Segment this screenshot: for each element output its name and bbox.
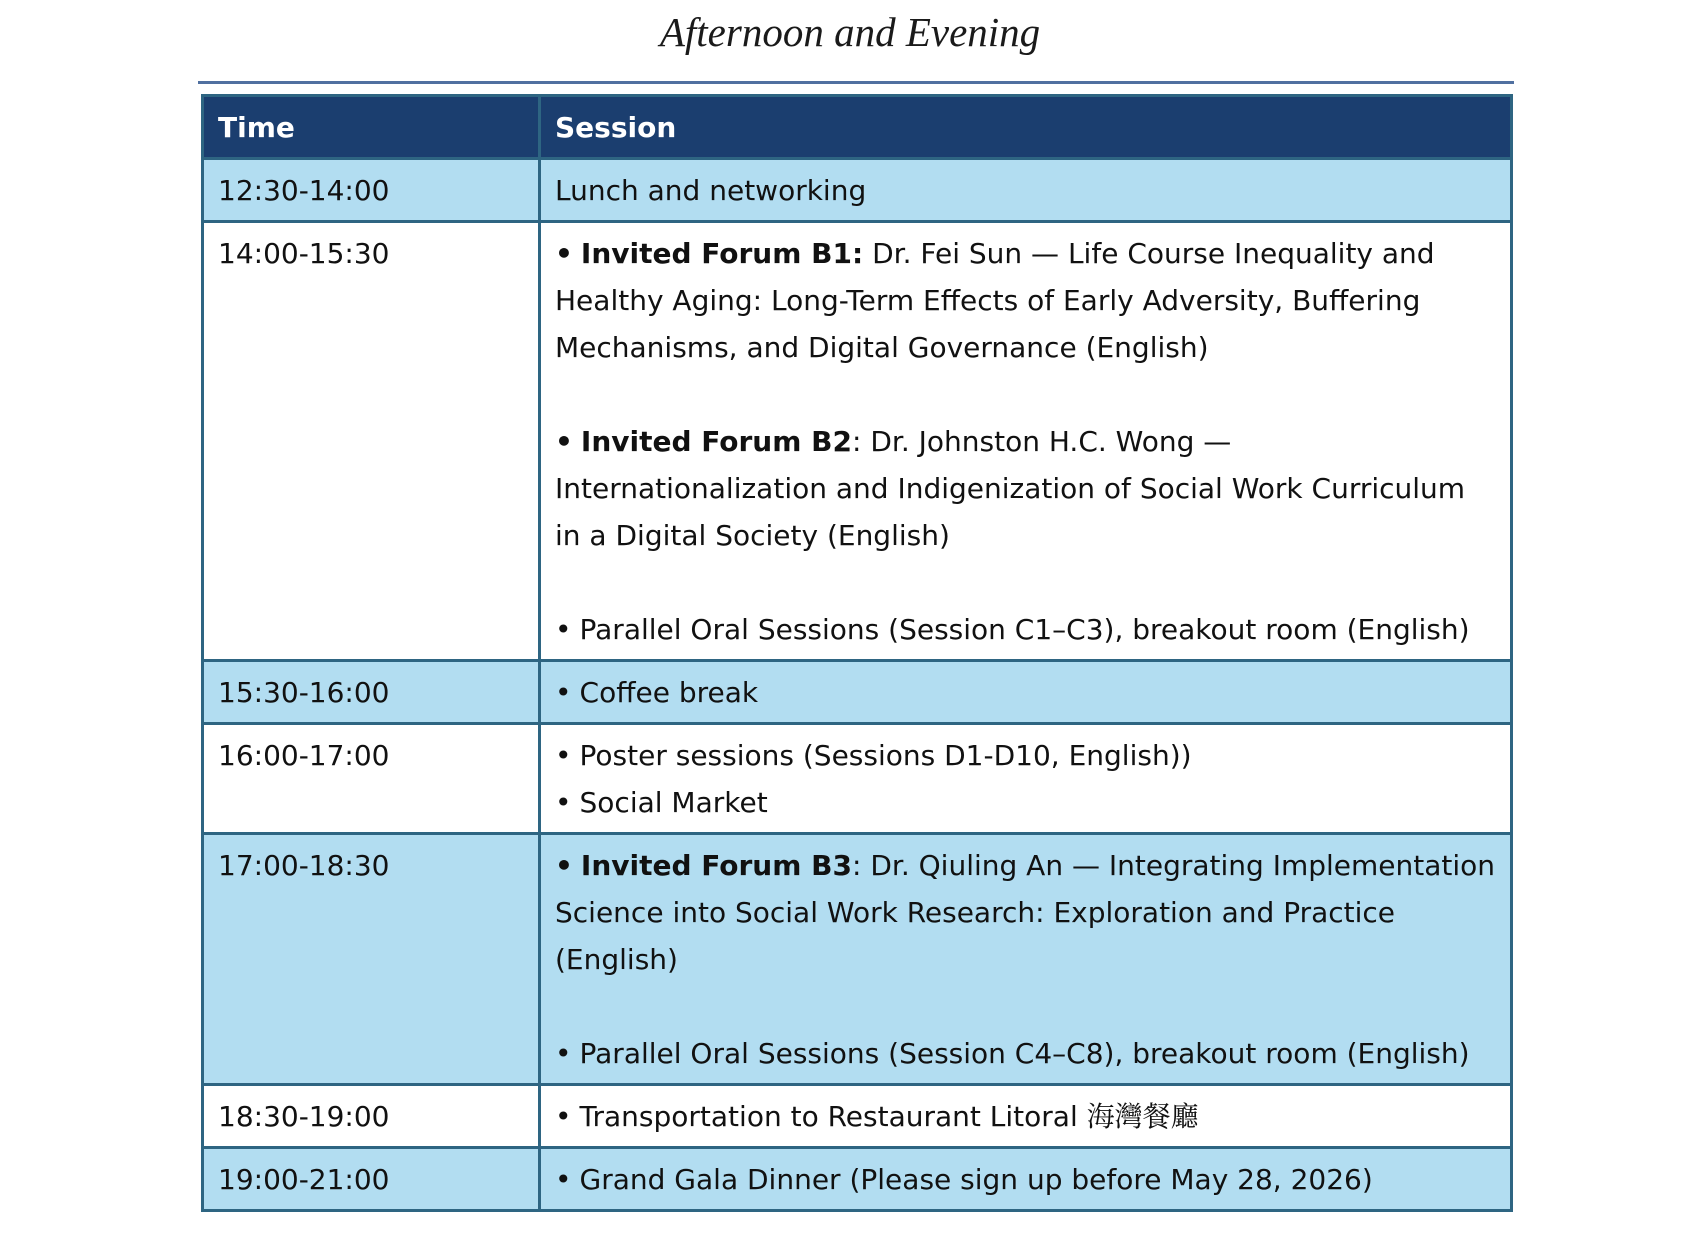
session-cell [540, 1148, 1512, 1211]
time-cell: 17:00-18:30 [203, 834, 540, 1085]
time-cell: 16:00-17:00 [203, 724, 540, 834]
session-item-parallel [555, 1030, 1496, 1077]
table-row [203, 222, 1512, 661]
poster-sessions-text: Poster sessions (Sessions D1-D10, English)) [579, 739, 1192, 772]
column-header-session: Session [540, 96, 1512, 159]
forum-label: Invited Forum B2 [580, 425, 852, 458]
page-title: Afternoon and Evening [659, 9, 1041, 55]
bullet: • [555, 1037, 572, 1070]
session-item-transport [555, 1093, 1496, 1140]
table-header-row [203, 96, 1512, 159]
forum-description: : Dr. Qiuling An — Integrating Implementation Science into Social Work Research: Exploration and Practice (English) [555, 849, 1496, 976]
schedule-table [201, 94, 1513, 1212]
bullet: • [555, 1100, 572, 1133]
bullet: • [555, 1163, 572, 1196]
forum-label: Invited Forum B1: [580, 237, 864, 270]
social-market-text: Social Market [579, 786, 768, 819]
time-cell: 15:30-16:00 [203, 661, 540, 724]
time-cell: 19:00-21:00 [203, 1148, 540, 1211]
session-text: Grand Gala Dinner (Please sign up before May 28, 2026) [579, 1163, 1373, 1196]
session-text: Lunch and networking [555, 174, 867, 207]
forum-description: Dr. Fei Sun — Life Course Inequality and Healthy Aging: Long-Term Effects of Early Adversity, Buffering Mechanisms, and Digital Governance (English) [555, 237, 1435, 364]
spacer [555, 559, 1496, 606]
spacer [555, 371, 1496, 418]
table-row [203, 834, 1512, 1085]
table-row [203, 661, 1512, 724]
session-item-forum-b1 [555, 230, 1496, 371]
session-item-parallel [555, 606, 1496, 653]
bullet: • [555, 786, 572, 819]
spacer [555, 983, 1496, 1030]
session-cell [540, 159, 1512, 222]
session-item-market [555, 779, 1496, 826]
bullet: • [555, 676, 572, 709]
forum-description: : Dr. Johnston H.C. Wong — Internationalization and Indigenization of Social Work Curriculum in a Digital Society (English) [555, 425, 1466, 552]
time-cell: 18:30-19:00 [203, 1085, 540, 1148]
title-divider [198, 81, 1514, 84]
session-item-forum-b2 [555, 418, 1496, 559]
table-row [203, 724, 1512, 834]
session-cell [540, 661, 1512, 724]
session-cell [540, 1085, 1512, 1148]
session-text: Coffee break [579, 676, 759, 709]
bullet: • [555, 613, 572, 646]
bullet: • [555, 425, 573, 458]
session-item-gala [555, 1156, 1496, 1203]
table-row [203, 159, 1512, 222]
table-row [203, 1148, 1512, 1211]
forum-label: Invited Forum B3 [580, 849, 852, 882]
column-header-time: Time [203, 96, 540, 159]
bullet: • [555, 849, 573, 882]
session-item-poster [555, 732, 1496, 779]
parallel-sessions-text: Parallel Oral Sessions (Session C1–C3), breakout room (English) [579, 613, 1470, 646]
bullet: • [555, 739, 572, 772]
time-cell: 14:00-15:30 [203, 222, 540, 661]
time-cell: 12:30-14:00 [203, 159, 540, 222]
parallel-sessions-text: Parallel Oral Sessions (Session C4–C8), breakout room (English) [579, 1037, 1470, 1070]
session-cell [540, 222, 1512, 661]
session-item-forum-b3 [555, 842, 1496, 983]
session-cell [540, 834, 1512, 1085]
table-row [203, 1085, 1512, 1148]
session-cell [540, 724, 1512, 834]
session-item-coffee [555, 669, 1496, 716]
bullet: • [555, 237, 573, 270]
session-text: Transportation to Restaurant Litoral 海灣餐廳 [579, 1100, 1199, 1133]
